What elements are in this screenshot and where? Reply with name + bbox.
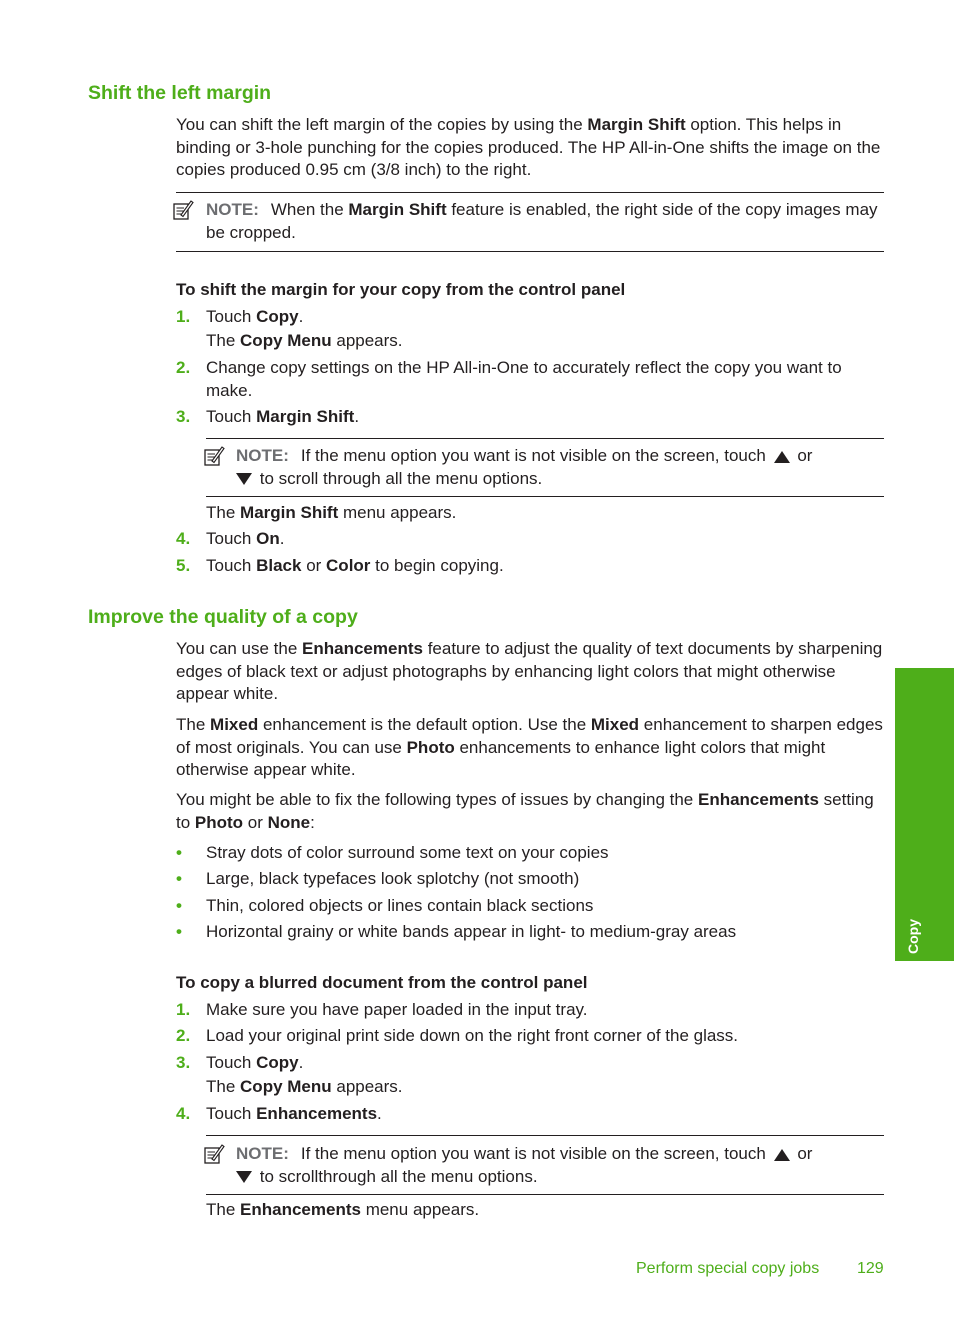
note-text (236, 1143, 886, 1188)
bullet-marker: • (176, 896, 182, 915)
step-number: 1. (176, 307, 191, 326)
note-body: to scrollthrough all the menu options. (259, 1166, 538, 1186)
bullet-marker: • (176, 922, 182, 941)
list-item: Stray dots of color surround some text on your copies (206, 843, 609, 862)
note-pencil-icon (203, 1143, 225, 1165)
procedure-title-shift-margin: To shift the margin for your copy from the control panel (176, 280, 626, 299)
step-text: Touch Copy. (206, 1053, 304, 1072)
step-number: 2. (176, 1026, 191, 1045)
step-number: 1. (176, 1000, 191, 1019)
step-text: Touch Enhancements. (206, 1104, 382, 1123)
bullet-marker: • (176, 869, 182, 888)
note-body: If the menu option you want is not visible on the screen, touch (300, 1144, 766, 1163)
improve-quality-para-2: The Mixed enhancement is the default option. Use the Mixed enhancement to sharpen edges of most originals. You can use Photo enhancements to enhance light colors that might otherwise appear white. (176, 715, 883, 779)
side-tab-label: Copy (905, 919, 921, 954)
step-number: 3. (176, 1053, 191, 1072)
note-or: or (797, 1144, 813, 1163)
procedure-title-blurred-document: To copy a blurred document from the control panel (176, 973, 588, 992)
note-text (236, 445, 886, 490)
bullet-marker: • (176, 843, 182, 862)
step-result: The Enhancements menu appears. (206, 1200, 480, 1219)
list-item: Horizontal grainy or white bands appear in light- to medium-gray areas (206, 922, 737, 941)
step-text: Touch Copy. (206, 307, 304, 326)
footer-chapter-title: Perform special copy jobs (636, 1260, 820, 1277)
note-body: When the Margin Shift feature is enabled, the right side of the copy images may be cropped. (206, 200, 878, 242)
footer-page-number: 129 (857, 1260, 884, 1277)
note-label: NOTE: (206, 200, 259, 219)
step-number: 4. (176, 529, 191, 548)
note-label: NOTE: (236, 446, 289, 465)
improve-quality-para-3: You might be able to fix the following types of issues by changing the Enhancements setting to Photo or None: (176, 790, 874, 832)
up-arrow-icon (774, 1149, 790, 1161)
note-pencil-icon (172, 199, 194, 221)
step-text: Make sure you have paper loaded in the input tray. (206, 1000, 588, 1019)
step-number: 4. (176, 1104, 191, 1123)
step-text: Touch Black or Color to begin copying. (206, 556, 504, 575)
note-pencil-icon (203, 445, 225, 467)
chapter-side-tab (895, 668, 954, 961)
list-item: Thin, colored objects or lines contain black sections (206, 896, 594, 915)
step-result: The Margin Shift menu appears. (206, 503, 457, 522)
section-heading-shift-margin: Shift the left margin (88, 82, 272, 104)
note-or: or (797, 446, 813, 465)
step-number: 5. (176, 556, 191, 575)
shift-margin-intro: You can shift the left margin of the copies by using the Margin Shift option. This helps in binding or 3-hole punching for the copies produced. The HP All-in-One shifts the image on the copies produced 0.95 cm (3/8 inch) to the right. (176, 115, 881, 179)
down-arrow-icon (236, 1171, 252, 1183)
step-result: The Copy Menu appears. (206, 1077, 403, 1096)
note-label: NOTE: (236, 1144, 289, 1163)
step-number: 2. (176, 358, 191, 377)
note-text (206, 199, 886, 244)
note-body: to scroll through all the menu options. (259, 468, 543, 488)
step-text: Load your original print side down on the right front corner of the glass. (206, 1026, 739, 1045)
step-text: Touch Margin Shift. (206, 407, 360, 426)
step-text: Touch On. (206, 529, 285, 548)
section-heading-improve-quality: Improve the quality of a copy (88, 606, 358, 628)
up-arrow-icon (774, 451, 790, 463)
improve-quality-para-1: You can use the Enhancements feature to adjust the quality of text documents by sharpening edges of black text or adjust photographs by enhancing light colors that might otherwise appear white. (176, 639, 883, 703)
list-item: Large, black typefaces look splotchy (not smooth) (206, 869, 580, 888)
step-text: Change copy settings on the HP All-in-One to accurately reflect the copy you want to make. (206, 358, 842, 400)
note-body: If the menu option you want is not visible on the screen, touch (300, 446, 766, 465)
down-arrow-icon (236, 473, 252, 485)
step-result: The Copy Menu appears. (206, 331, 403, 350)
step-number: 3. (176, 407, 191, 426)
